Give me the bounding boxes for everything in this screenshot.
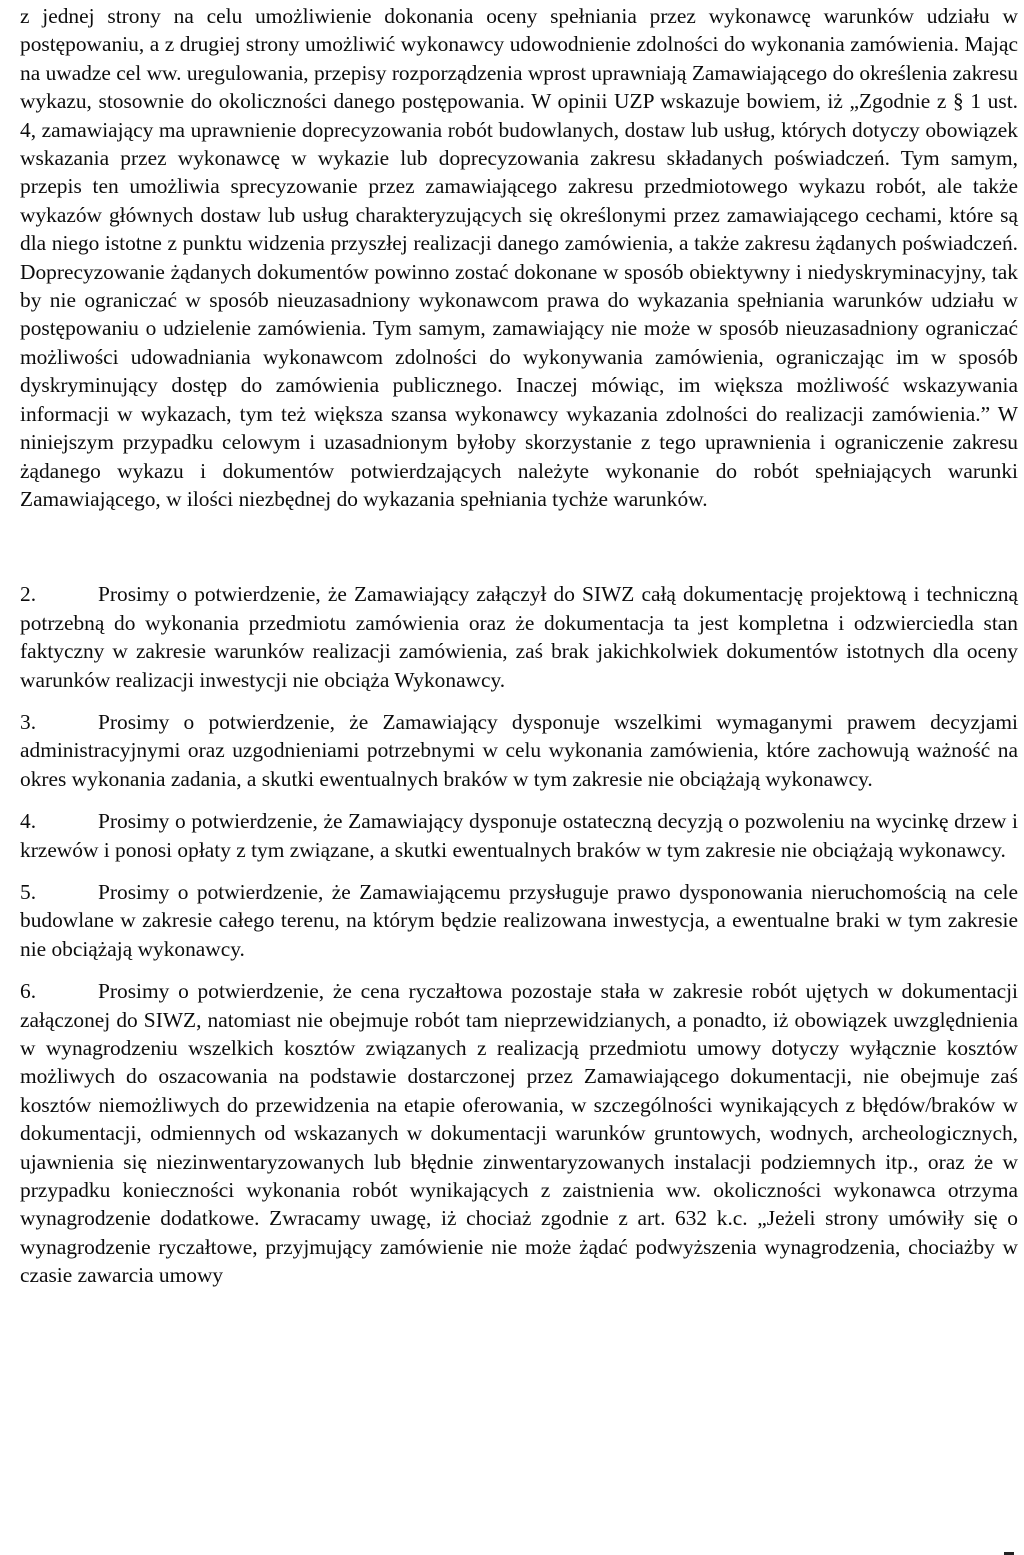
section-spacer xyxy=(20,513,1018,580)
item-number: 2. xyxy=(20,582,37,607)
list-item-3 xyxy=(20,708,1018,793)
intro-paragraph: z jednej strony na celu umożliwienie dokonania oceny spełniania przez wykonawcę warunków udziału w postępowaniu, a z drugiej strony umożliwić wykonawcy udowodnienie zdolności do wykonania zamówienia. Mając na uwadze cel ww. uregulowania, przepisy rozporządzenia wprost uprawniają Zamawiającego do określenia zakresu wykazu, stosownie do okoliczności danego postępowania. W opinii UZP wskazuje bowiem, iż „Zgodnie z § 1 ust. 4, zamawiający ma uprawnienie doprecyzowania robót budowlanych, dostaw lub usług, których dotyczy obowiązek wskazania przez wykonawcę w wykazie lub doprecyzowania zakresu składanych poświadczeń. Tym samym, przepis ten umożliwia sprecyzowanie przez zamawiającego zakresu przedmiotowego wykazu robót, ale także wykazów głównych dostaw lub usług charakteryzujących się określonymi przez zamawiającego cechami, które są dla niego istotne z punktu widzenia przyszłej realizacji danego zamówienia, a także zakresu żądanych poświadczeń. Doprecyzowanie żądanych dokumentów powinno zostać dokonane w sposób obiektywny i niedyskryminacyjny, tak by nie ograniczać w sposób nieuzasadniony wykonawcom prawa do wykazania spełniania warunków udziału w postępowaniu o udzielenie zamówienia. Tym samym, zamawiający nie może w sposób nieuzasadniony ograniczać możliwości udowadniania wykonawcom zdolności do wykonywania zamówienia, ograniczając im w sposób dyskryminujący dostęp do zamówienia publicznego. Inaczej mówiąc, im większa możliwość wskazywania informacji w wykazach, tym też większa szansa wykonawcy wykazania zdolności do realizacji zamówienia.” W niniejszym przypadku celowym i uzasadnionym byłoby skorzystanie z tego uprawnienia i ograniczenie zakresu żądanego wykazu i dokumentów potwierdzających należyte wykonanie do robót spełniających warunki Zamawiającego, w ilości niezbędnej do wykazania spełniania tychże warunków. xyxy=(20,4,1018,511)
item-number: 6. xyxy=(20,979,37,1004)
item-text: Prosimy o potwierdzenie, że Zamawiający dysponuje wszelkimi wymaganymi prawem decyzjami administracyjnymi oraz uzgodnieniami potrzebnymi w celu wykonania zamówienia, które zachowują ważność na okres wykonania zadania, a skutki ewentualnych braków w tym zakresie nie obciążają wykonawcy. xyxy=(20,709,1018,791)
item-number: 3. xyxy=(20,709,37,734)
list-item-2 xyxy=(20,580,1018,694)
item-text: Prosimy o potwierdzenie, że cena ryczałtowa pozostaje stała w zakresie robót ujętych w dokumentacji załączonej do SIWZ, natomiast nie obejmuje robót tam nieprzewidzianych, a ponadto, iż obowiązek uwzględnienia w wynagrodzeniu wszelkich kosztów związanych z realizacją przedmiotu umowy dotyczy wyłącznie kosztów możliwych do oszacowania na podstawie dostarczonej przez Zamawiającego dokumentacji, nie obejmuje zaś kosztów niemożliwych do przewidzenia na etapie oferowania, w szczególności wynikających z błędów/braków w dokumentacji, odmiennych od wskazanych w dokumentacji warunków gruntowych, wodnych, archeologicznych, ujawnienia się niezinwentaryzowanych lub błędnie zinwentaryzowanych instalacji podziemnych itp., oraz że w przypadku konieczności wykonania robót wynikających z zaistnienia ww. okoliczności wykonawca otrzyma wynagrodzenie dodatkowe. Zwracamy uwagę, iż chociaż zgodnie z art. 632 k.c. „Jeżeli strony umówiły się o wynagrodzenie ryczałtowe, przyjmujący zamówienie nie może żądać podwyższenia wynagrodzenia, chociażby w czasie zawarcia umowy xyxy=(20,979,1018,1288)
item-number: 4. xyxy=(20,809,37,834)
list-item-6 xyxy=(20,977,1018,1289)
item-text: Prosimy o potwierdzenie, że Zamawiający załączył do SIWZ całą dokumentację projektową i techniczną potrzebną do wykonania przedmiotu zamówienia oraz że dokumentacja ta jest kompletna i odzwierciedla stan faktyczny w zakresie warunków realizacji zamówienia, zaś brak jakichkolwiek dokumentów istotnych dla oceny warunków realizacji inwestycji nie obciąża Wykonawcy. xyxy=(20,582,1018,692)
item-text: Prosimy o potwierdzenie, że Zamawiającemu przysługuje prawo dysponowania nieruchomością na cele budowlane w zakresie całego terenu, na którym będzie realizowana inwestycja, a ewentualne braki w tym zakresie nie obciążają wykonawcy. xyxy=(20,879,1018,961)
list-item-5 xyxy=(20,878,1018,963)
list-item-4 xyxy=(20,807,1018,864)
item-text: Prosimy o potwierdzenie, że Zamawiający dysponuje ostateczną decyzją o pozwoleniu na wycinkę drzew i krzewów i ponosi opłaty z tym związane, a skutki ewentualnych braków w tym zakresie nie obciążają wykonawcy. xyxy=(20,809,1018,862)
document-page xyxy=(20,2,1018,1290)
item-number: 5. xyxy=(20,879,37,904)
